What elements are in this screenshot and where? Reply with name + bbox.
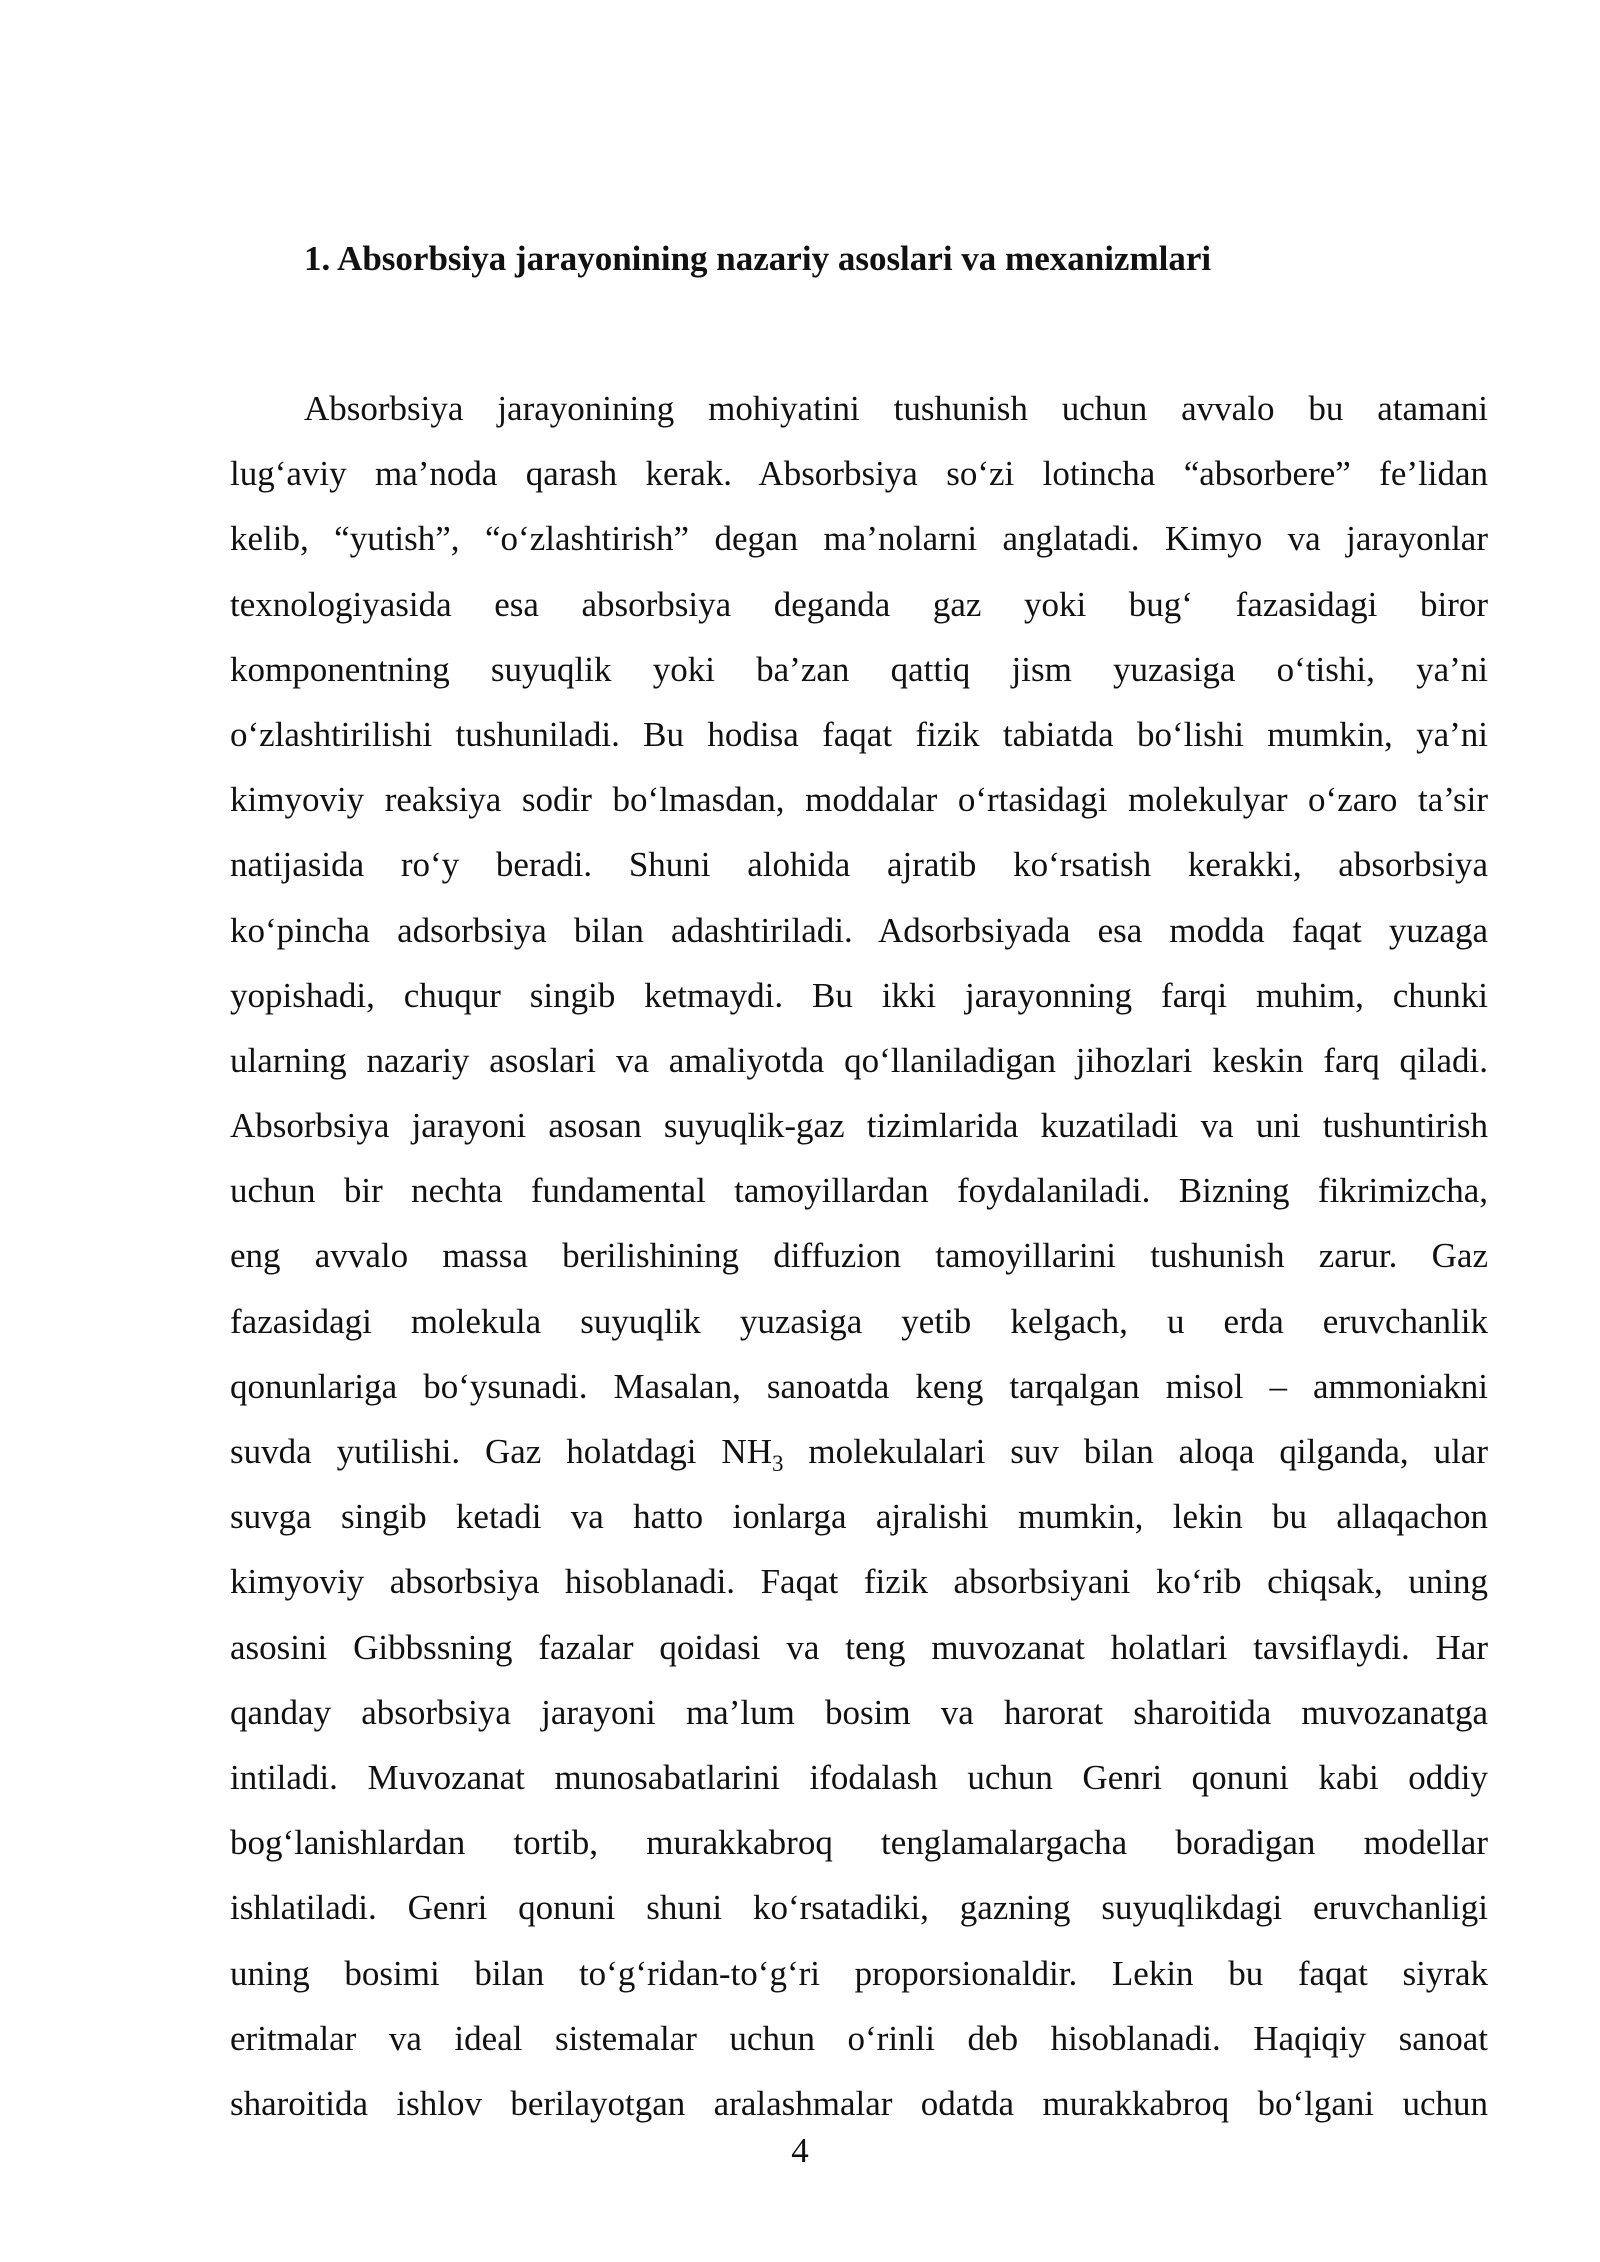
paragraph-line: kimyoviy absorbsiya hisoblanadi. Faqat fizik absorbsiyani ko‘rib chiqsak, uning (230, 1562, 1488, 1602)
paragraph-line-formula (230, 1419, 1488, 1484)
paragraph-line: kelib, “yutish”, “o‘zlashtirish” degan ma’nolarni anglatadi. Kimyo va jarayonlar (230, 519, 1488, 559)
paragraph-line: o‘zlashtirilishi tushuniladi. Bu hodisa faqat fizik tabiatda bo‘lishi mumkin, ya’ni (230, 714, 1488, 754)
paragraph-line: Absorbsiya jarayonining mohiyatini tushunish uchun avvalo bu atamani (304, 389, 1488, 428)
line-text-after: molekulalari suv bilan aloqa qilganda, ular (783, 1432, 1488, 1471)
paragraph-line: fazasidagi molekula suyuqlik yuzasiga yetib kelgach, u erda eruvchanlik (230, 1301, 1488, 1341)
paragraph-line: komponentning suyuqlik yoki ba’zan qattiq jism yuzasiga o‘tishi, ya’ni (230, 649, 1488, 689)
paragraph-line: intiladi. Muvozanat munosabatlarini ifodalash uchun Genri qonuni kabi oddiy (230, 1757, 1488, 1797)
paragraph-line: bog‘lanishlardan tortib, murakkabroq tenglamalargacha boradigan modellar (230, 1823, 1488, 1863)
paragraph-line: sharoitida ishlov berilayotgan aralashmalar odatda murakkabroq bo‘lgani uchun (230, 2083, 1488, 2123)
paragraph-line: kimyoviy reaksiya sodir bo‘lmasdan, moddalar o‘rtasidagi molekulyar o‘zaro ta’sir (230, 780, 1488, 820)
paragraph-line: texnologiyasida esa absorbsiya deganda gaz yoki bug‘ fazasidagi biror (230, 584, 1488, 624)
paragraph-line: ularning nazariy asoslari va amaliyotda qo‘llaniladigan jihozlari keskin farq qiladi. (230, 1040, 1488, 1080)
paragraph-line: yopishadi, chuqur singib ketmaydi. Bu ikki jarayonning farqi muhim, chunki (230, 975, 1488, 1015)
paragraph-line: ishlatiladi. Genri qonuni shuni ko‘rsatadiki, gazning suyuqlikdagi eruvchanligi (230, 1888, 1488, 1928)
paragraph-line: eng avvalo massa berilishining diffuzion tamoyillarini tushunish zarur. Gaz (230, 1236, 1488, 1276)
line-text-before: suvda yutilishi. Gaz holatdagi NH (230, 1432, 772, 1471)
paragraph-line: Absorbsiya jarayoni asosan suyuqlik-gaz tizimlarida kuzatiladi va uni tushuntirish (230, 1106, 1488, 1146)
page-number: 4 (791, 2131, 809, 2170)
paragraph-line: suvga singib ketadi va hatto ionlarga ajralishi mumkin, lekin bu allaqachon (230, 1497, 1488, 1537)
subscript: 3 (771, 1451, 784, 1476)
paragraph-line: asosini Gibbssning fazalar qoidasi va teng muvozanat holatlari tavsiflaydi. Har (230, 1627, 1488, 1667)
paragraph-line: eritmalar va ideal sistemalar uchun o‘rinli deb hisoblanadi. Haqiqiy sanoat (230, 2018, 1488, 2058)
body-text (230, 376, 1488, 2136)
paragraph-line: ko‘pincha adsorbsiya bilan adashtiriladi. Adsorbsiyada esa modda faqat yuzaga (230, 910, 1488, 950)
paragraph-line: uchun bir nechta fundamental tamoyillardan foydalaniladi. Bizning fikrimizcha, (230, 1171, 1488, 1211)
paragraph-line: qonunlariga bo‘ysunadi. Masalan, sanoatda keng tarqalgan misol – ammoniakni (230, 1366, 1488, 1406)
paragraph-line: natijasida ro‘y beradi. Shuni alohida ajratib ko‘rsatish kerakki, absorbsiya (230, 845, 1488, 885)
paragraph-line: qanday absorbsiya jarayoni ma’lum bosim va harorat sharoitida muvozanatga (230, 1692, 1488, 1732)
paragraph-line: lug‘aviy ma’noda qarash kerak. Absorbsiya so‘zi lotincha “absorbere” fe’lidan (230, 454, 1488, 494)
section-heading: 1. Absorbsiya jarayonining nazariy asoslari va mexanizmlari (304, 239, 1212, 278)
paragraph-line: uning bosimi bilan to‘g‘ridan-to‘g‘ri proporsionaldir. Lekin bu faqat siyrak (230, 1953, 1488, 1993)
